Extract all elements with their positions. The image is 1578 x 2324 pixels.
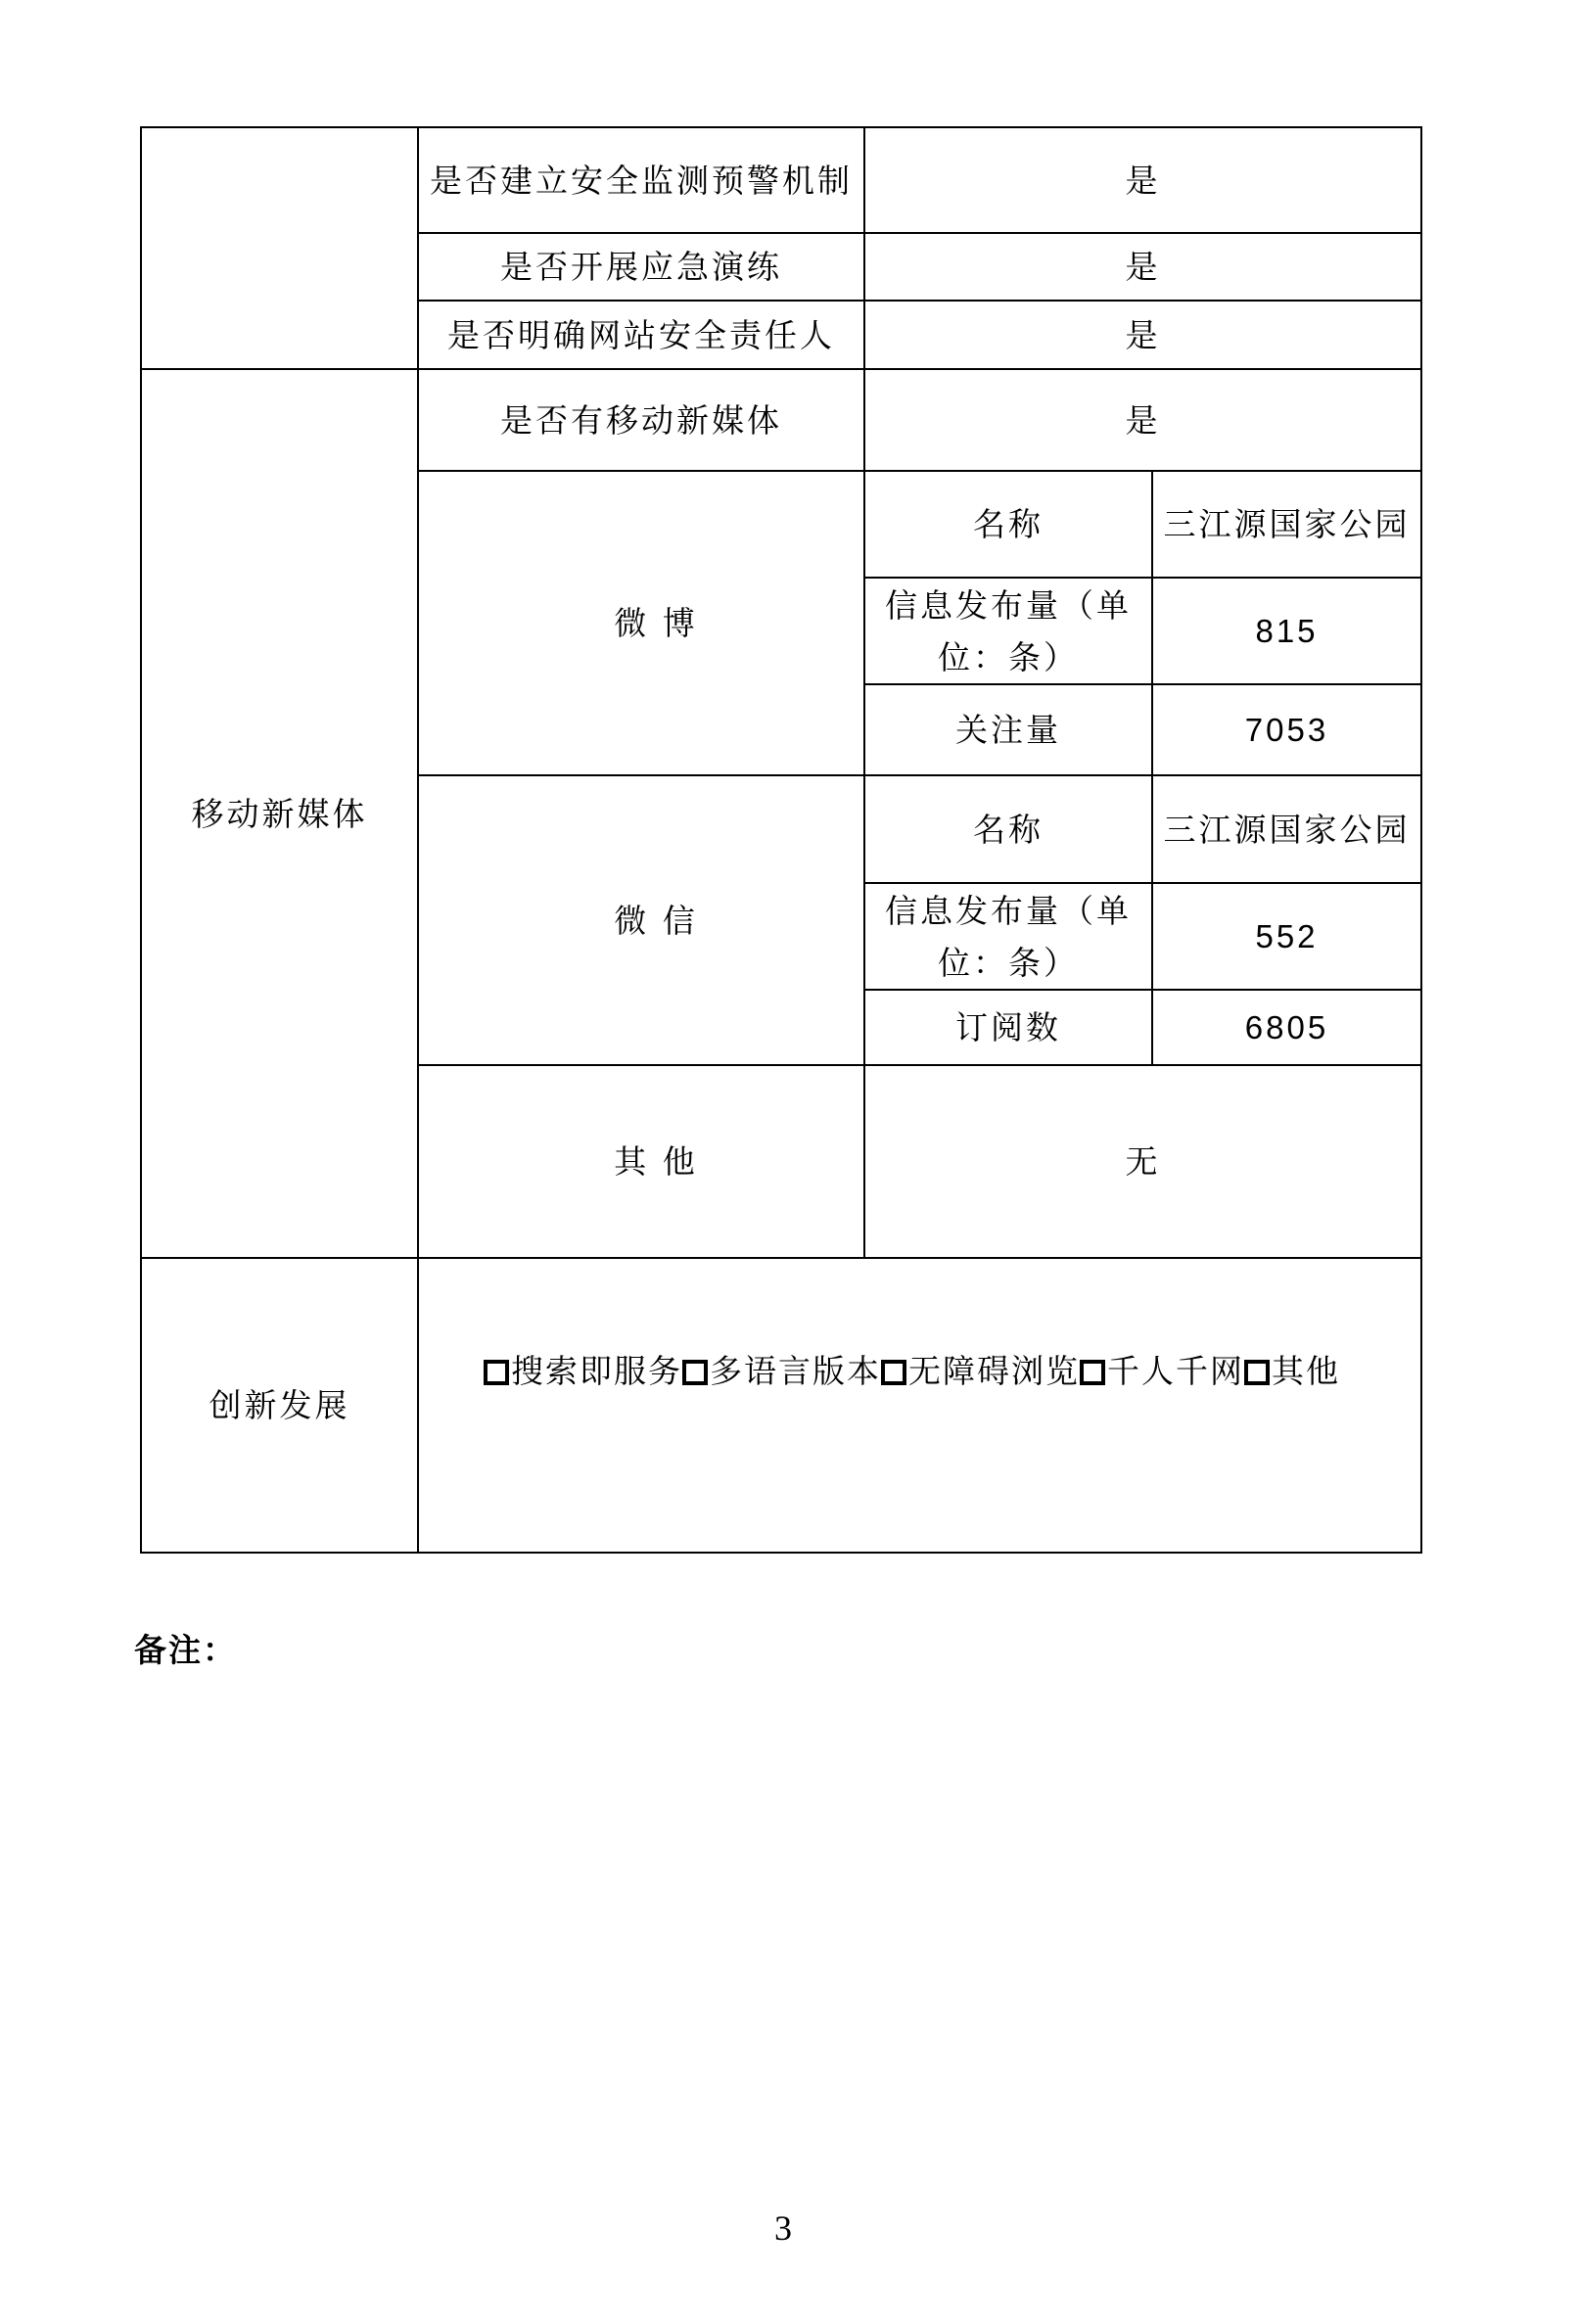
wechat-name-value: 三江源国家公园: [1152, 775, 1421, 883]
emergency-drill-value: 是: [864, 233, 1421, 301]
weibo-posts-value: 815: [1152, 578, 1421, 684]
accessibility-label: 无障碍浏览: [908, 1352, 1080, 1390]
wechat-name-label: 名称: [864, 775, 1152, 883]
weibo-name-label: 名称: [864, 471, 1152, 578]
innovation-options-cell: [418, 1258, 1421, 1553]
weibo-name-value: 三江源国家公园: [1152, 471, 1421, 578]
personalized-label: 千人千网: [1107, 1352, 1244, 1390]
other-media-label: 其 他: [418, 1065, 864, 1258]
has-mobile-media-label: 是否有移动新媒体: [418, 369, 864, 471]
multilingual-label: 多语言版本: [710, 1352, 881, 1390]
security-responsible-label: 是否明确网站安全责任人: [418, 301, 864, 369]
innovation-section-label: 创新发展: [141, 1258, 418, 1553]
weibo-label: 微 博: [418, 471, 864, 775]
personalized-checkbox[interactable]: [1080, 1360, 1105, 1385]
other-option-label: 其他: [1272, 1352, 1340, 1390]
security-responsible-value: 是: [864, 301, 1421, 369]
search-service-label: 搜索即服务: [511, 1352, 682, 1390]
innovation-options: [419, 1347, 1420, 1396]
weibo-followers-value: 7053: [1152, 684, 1421, 775]
wechat-subscribers-value: 6805: [1152, 990, 1421, 1065]
search-service-checkbox[interactable]: [484, 1360, 509, 1385]
wechat-subscribers-label: 订阅数: [864, 990, 1152, 1065]
has-mobile-media-value: 是: [864, 369, 1421, 471]
wechat-posts-label: 信息发布量（单位：条）: [864, 883, 1152, 990]
other-option-checkbox[interactable]: [1244, 1360, 1270, 1385]
security-monitoring-value: 是: [864, 127, 1421, 233]
weibo-posts-label: 信息发布量（单位：条）: [864, 578, 1152, 684]
multilingual-checkbox[interactable]: [682, 1360, 708, 1385]
report-table: [140, 126, 1422, 1554]
accessibility-checkbox[interactable]: [881, 1360, 906, 1385]
wechat-label: 微 信: [418, 775, 864, 1065]
security-section-cell: [141, 127, 418, 369]
security-monitoring-label: 是否建立安全监测预警机制: [418, 127, 864, 233]
wechat-posts-value: 552: [1152, 883, 1421, 990]
remarks-label: 备注：: [134, 1631, 237, 1669]
page-number: 3: [774, 2208, 792, 2248]
weibo-followers-label: 关注量: [864, 684, 1152, 775]
other-media-value: 无: [864, 1065, 1421, 1258]
mobile-media-section-label: 移动新媒体: [141, 369, 418, 1258]
emergency-drill-label: 是否开展应急演练: [418, 233, 864, 301]
